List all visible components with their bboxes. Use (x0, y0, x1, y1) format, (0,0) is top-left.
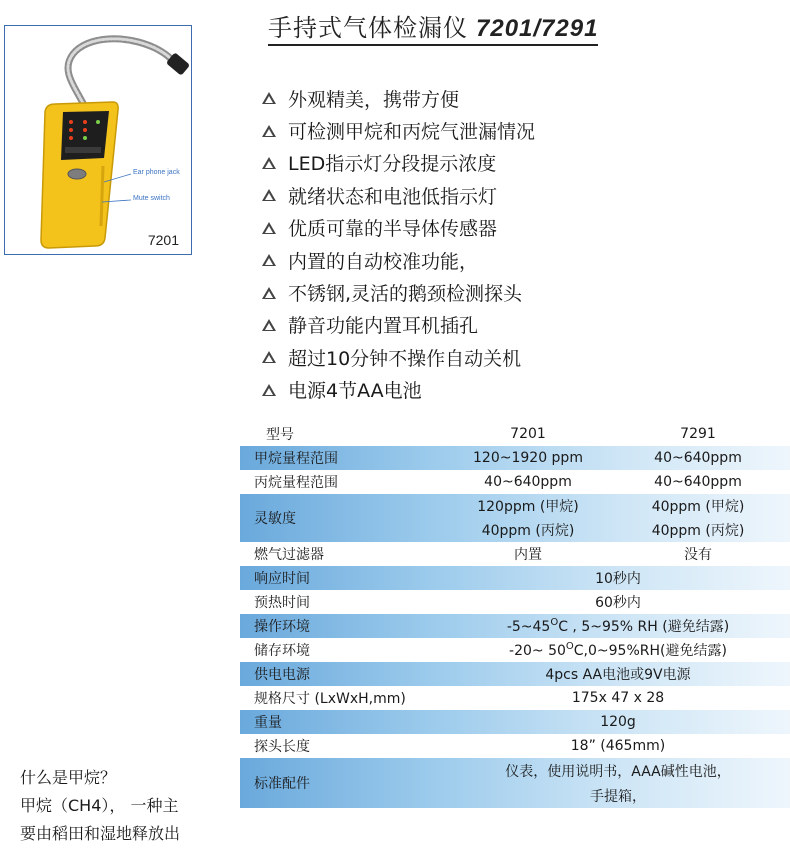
feature-item (262, 309, 535, 341)
triangle-bullet-icon (262, 125, 276, 137)
spec-value: 10秒内 (595, 571, 641, 587)
triangle-bullet-icon (262, 384, 276, 396)
title-text: 手持式气体检漏仪 (268, 14, 468, 42)
spec-label: 规格尺寸 (LxWxH,mm) (254, 691, 406, 707)
spec-label: 丙烷量程范围 (254, 475, 338, 491)
spec-row-storage (240, 638, 790, 662)
spec-value: 40~640ppm (654, 450, 742, 466)
feature-item (262, 147, 535, 179)
spec-label: 供电电源 (254, 667, 310, 683)
triangle-bullet-icon (262, 254, 276, 266)
feature-text: 内置的自动校准功能， (288, 250, 479, 273)
spec-table (240, 422, 790, 808)
degree-mark: O (550, 617, 559, 628)
spec-value (448, 640, 788, 660)
spec-row-operating (240, 614, 790, 638)
feature-text: LED指示灯分段提示浓度 (288, 153, 497, 176)
spec-label: 甲烷量程范围 (254, 451, 338, 467)
spec-value-stack (448, 494, 608, 542)
spec-row-propane-range (240, 470, 790, 494)
spec-label: 操作环境 (254, 619, 310, 635)
spec-label: 燃气过滤器 (254, 547, 324, 563)
feature-item (262, 244, 535, 276)
spec-row-dimensions (240, 686, 790, 710)
note-line: 什么是甲烷？ (20, 768, 117, 787)
spec-label: 预热时间 (254, 595, 310, 611)
spec-value-part: -5~45 (506, 619, 551, 635)
spec-label: 重量 (254, 715, 282, 731)
spec-value: 手提箱， (590, 788, 646, 805)
spec-row-warmup (240, 590, 790, 614)
spec-row-methane-range (240, 446, 790, 470)
feature-item (262, 276, 535, 308)
spec-value-stack (448, 758, 788, 808)
feature-item (262, 114, 535, 146)
spec-label: 响应时间 (254, 571, 310, 587)
spec-label: 储存环境 (254, 643, 310, 659)
feature-text: 优质可靠的半导体传感器 (288, 218, 498, 241)
triangle-bullet-icon (262, 319, 276, 331)
spec-row-filter (240, 542, 790, 566)
triangle-bullet-icon (262, 222, 276, 234)
spec-row-power (240, 662, 790, 686)
title-model: 7201/7291 (476, 15, 599, 42)
note-line: 甲烷（CH4）， 一种主 (20, 796, 179, 815)
feature-text: 外观精美，携带方便 (288, 88, 460, 111)
spec-value: 4pcs AA电池或9V电源 (545, 667, 691, 683)
spec-value-stack (608, 494, 788, 542)
degree-mark: O (565, 641, 574, 652)
page-title (268, 8, 598, 46)
spec-row-response (240, 566, 790, 590)
spec-row-sensitivity (240, 494, 790, 542)
feature-text: 电源4节AA电池 (288, 380, 422, 403)
spec-row-probe (240, 734, 790, 758)
spec-label: 探头长度 (254, 739, 310, 755)
photo-model-label: 7201 (147, 232, 179, 248)
spec-value: 40~640ppm (654, 474, 742, 490)
spec-value: 120ppm (甲烷) (477, 499, 579, 515)
spec-header-row (240, 422, 790, 446)
methane-note (20, 764, 180, 848)
spec-value: 40ppm (丙烷) (481, 523, 575, 539)
mute-switch-callout: Mute switch (133, 195, 170, 202)
spec-value: 40~640ppm (484, 474, 572, 490)
triangle-bullet-icon (262, 287, 276, 299)
triangle-bullet-icon (262, 92, 276, 104)
spec-value (448, 616, 788, 636)
spec-value: 内置 (514, 547, 542, 563)
spec-value: 仪表，使用说明书，AAA碱性电池， (505, 763, 731, 780)
gas-detector-illustration (5, 26, 191, 254)
spec-value: 60秒内 (595, 595, 641, 611)
feature-text: 超过10分钟不操作自动关机 (288, 347, 522, 370)
triangle-bullet-icon (262, 189, 276, 201)
spec-row-accessories (240, 758, 790, 808)
feature-text: 就绪状态和电池低指示灯 (288, 185, 498, 208)
feature-item (262, 212, 535, 244)
feature-text: 可检测甲烷和丙烷气泄漏情况 (288, 121, 536, 144)
feature-item (262, 179, 535, 211)
spec-value: 120~1920 ppm (473, 450, 583, 466)
feature-text: 静音功能内置耳机插孔 (288, 315, 479, 338)
note-line: 要由稻田和湿地释放出 (20, 824, 181, 843)
spec-value-part: C,0~95%RH(避免结露) (573, 643, 727, 659)
spec-value: 40ppm (丙烷) (651, 523, 745, 539)
spec-row-weight (240, 710, 790, 734)
spec-value: 没有 (684, 547, 712, 563)
spec-value-part: C , 5~95% RH (避免结露) (558, 619, 730, 635)
earphone-jack-callout: Ear phone jack (133, 169, 180, 176)
triangle-bullet-icon (262, 351, 276, 363)
feature-text: 不锈钢,灵活的鹅颈检测探头 (288, 283, 523, 306)
spec-label: 标准配件 (254, 776, 310, 792)
spec-label: 型号 (266, 427, 294, 443)
spec-value: 40ppm (甲烷) (651, 499, 745, 515)
spec-value-part: -20~ 50 (509, 643, 566, 659)
spec-value: 120g (600, 714, 636, 730)
triangle-bullet-icon (262, 157, 276, 169)
feature-list (262, 82, 535, 406)
feature-item (262, 341, 535, 373)
spec-model-7201: 7201 (510, 426, 546, 442)
feature-item (262, 82, 535, 114)
spec-value: 18” (465mm) (570, 738, 666, 754)
spec-label: 灵敏度 (254, 511, 296, 527)
spec-value: 175x 47 x 28 (571, 690, 665, 706)
feature-item (262, 374, 535, 406)
spec-model-7291: 7291 (680, 426, 716, 442)
product-photo (4, 25, 192, 255)
